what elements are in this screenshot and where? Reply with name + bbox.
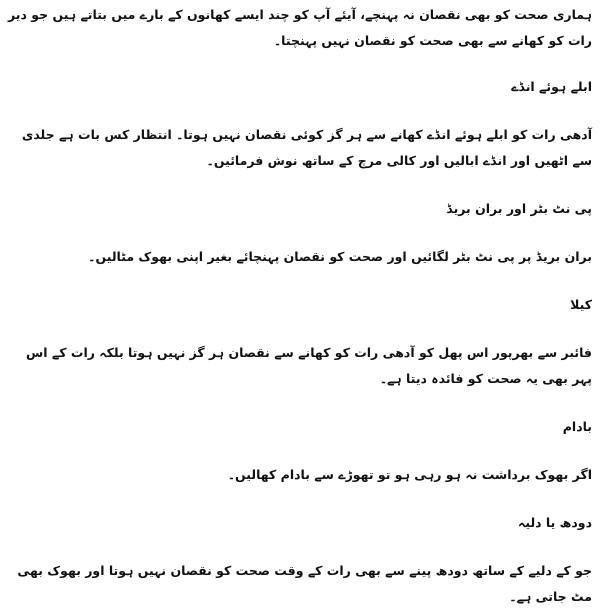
section-body-banana: فائبر سے بھرپور اس پھل کو آدھی رات کو کھانے سے نقصان ہر گز نہیں ہوتا بلکہ رات کے اس پہر بھی یہ صحت کو فائدہ دیتا ہے۔ (26, 345, 592, 386)
section-body-milk-porridge: جو کے دلیے کے ساتھ دودھ پینے سے بھی رات کے وقت صحت کو نقصان نہیں ہوتا اور بھوک بھی مٹ جاتی ہے۔ (17, 563, 592, 604)
section-heading-milk-porridge: دودھ یا دلیہ (518, 515, 592, 530)
section-heading-boiled-eggs: ابلے ہوئے انڈے (511, 79, 592, 94)
section-body-peanut-butter: بران بریڈ پر پی نٹ بٹر لگائیں اور صحت کو نقصان پہنچائے بغیر اپنی بھوک مٹالیں۔ (88, 249, 592, 264)
intro-paragraph: ہماری صحت کو بھی نقصان نہ پہنچے، آیئے آپ کو چند ایسے کھانوں کے بارے میں بتاتے ہیں جو دیر رات کو کھانے سے بھی صحت کو نقصان نہیں پہنچتا۔ (8, 7, 592, 48)
section-body-boiled-eggs: آدھی رات کو ابلے ہوئے انڈے کھانے سے ہر گز کوئی نقصان نہیں ہوتا۔ انتظار کس بات ہے جلدی سے اٹھیں اور انڈے ابالیں اور کالی مرچ کے ساتھ نوش فرمائیں۔ (21, 127, 592, 168)
section-heading-almonds: بادام (562, 419, 592, 434)
section-heading-peanut-butter: پی نٹ بٹر اور بران بریڈ (446, 201, 592, 216)
section-heading-banana: کیلا (570, 297, 592, 312)
section-body-almonds: اگر بھوک برداشت نہ ہو رہی ہو تو تھوڑے سے بادام کھالیں۔ (227, 467, 592, 482)
article-body (6, 0, 592, 610)
